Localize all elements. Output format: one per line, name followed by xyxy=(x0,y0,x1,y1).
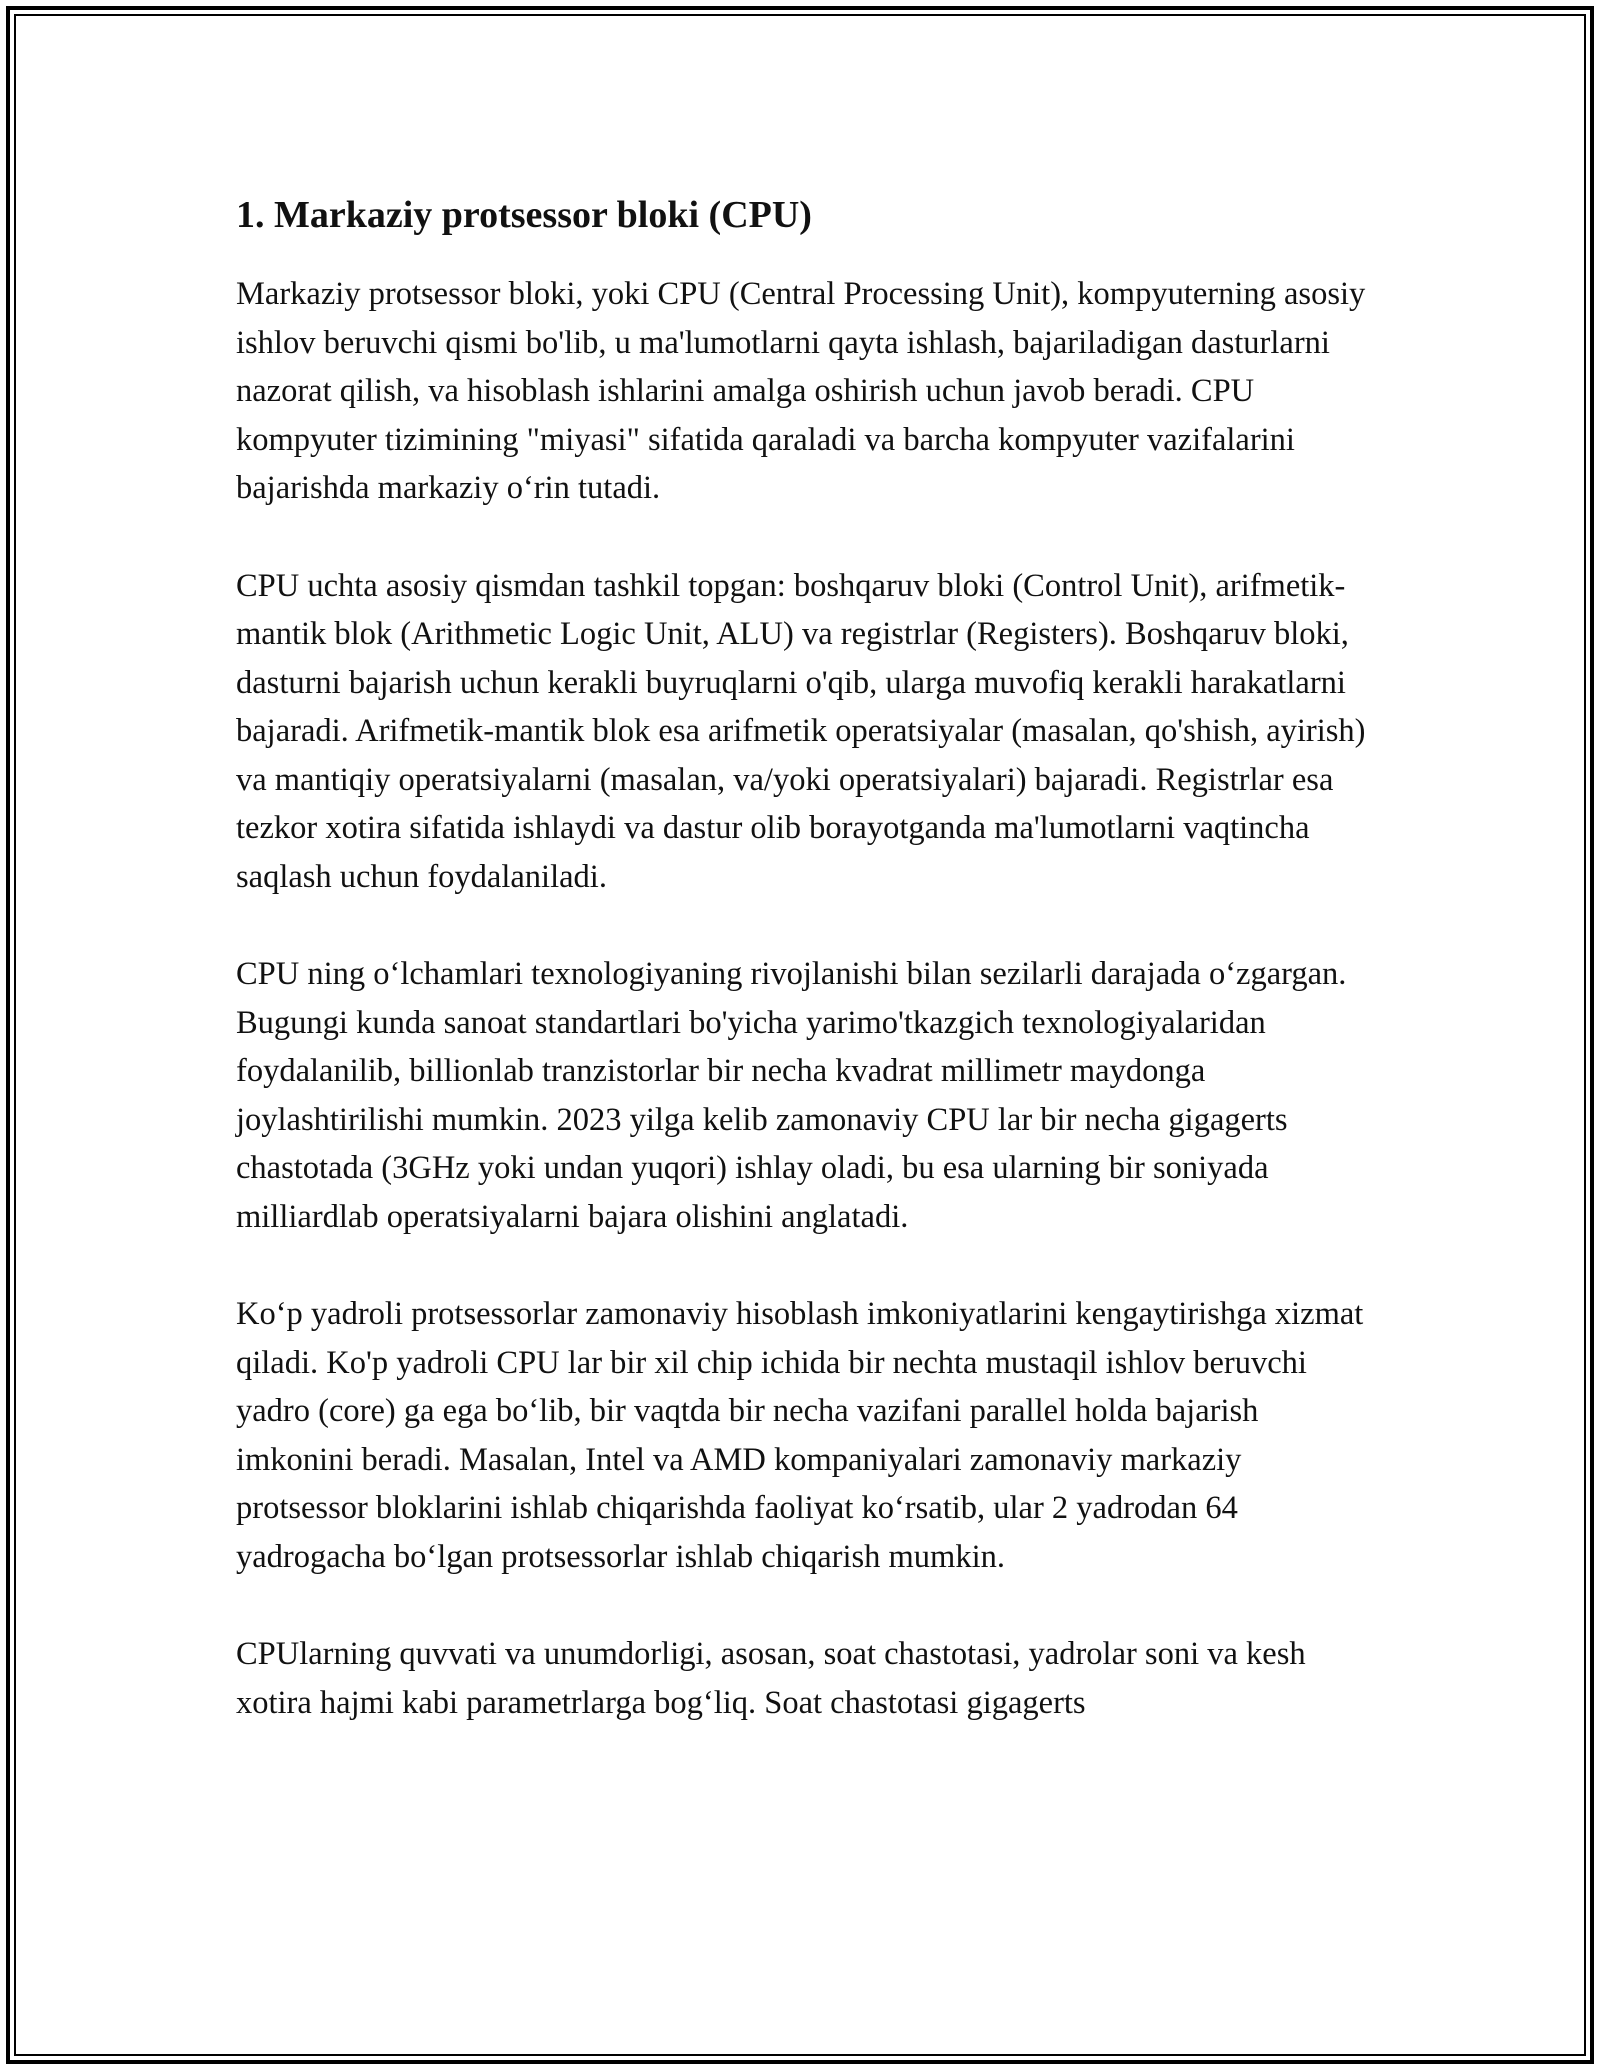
paragraph-cpu-definition: Markaziy protsessor bloki, yoki CPU (Central Processing Unit), kompyuterning asosiy ishlov beruvchi qismi bo'lib, u ma'lumotlarni qayta ishlash, bajariladigan dasturlarni nazorat qilish, va hisoblash ishlarini amalga oshirish uchun javob beradi. CPU kompyuter tizimining "miyasi" sifatida qaraladi va barcha kompyuter vazifalarini bajarishda markaziy o‘rin tutadi. xyxy=(236,276,1366,506)
paragraph-performance: CPUlarning quvvati va unumdorligi, asosan, soat chastotasi, yadrolar soni va kesh xotira hajmi kabi parametrlarga bog‘liq. Soat chastotasi gigagerts xyxy=(236,1636,1306,1721)
paragraph-cpu-components: CPU uchta asosiy qismdan tashkil topgan: boshqaruv bloki (Control Unit), arifmetik-mantik blok (Arithmetic Logic Unit, ALU) va registrlar (Registers). Boshqaruv bloki, dasturni bajarish uchun kerakli buyruqlarni o'qib, ularga muvofiq kerakli harakatlarni bajaradi. Arifmetik-mantik blok esa arifmetik operatsiyalar (masalan, qo'shish, ayirish) va mantiqiy operatsiyalarni (masalan, va/yoki operatsiyalari) bajaradi. Registrlar esa tezkor xotira sifatida ishlaydi va dastur olib borayotganda ma'lumotlarni vaqtincha saqlash uchun foydalaniladi. xyxy=(236,567,1366,895)
document-body xyxy=(236,186,1376,1776)
paragraph-multicore: Ko‘p yadroli protsessorlar zamonaviy hisoblash imkoniyatlarini kengaytirishga xizmat qiladi. Ko'p yadroli CPU lar bir xil chip ichida bir nechta mustaqil ishlov beruvchi yadro (core) ga ega bo‘lib, bir vaqtda bir necha vazifani parallel holda bajarish imkonini beradi. Masalan, Intel va AMD kompaniyalari zamonaviy markaziy protsessor bloklarini ishlab chiqarishda faoliyat ko‘rsatib, ular 2 yadrodan 64 yadrogacha bo‘lgan protsessorlar ishlab chiqarish mumkin. xyxy=(236,1296,1364,1575)
section-heading: 1. Markaziy protsessor bloki (CPU) xyxy=(236,194,812,236)
paragraph-cpu-evolution: CPU ning o‘lchamlari texnologiyaning rivojlanishi bilan sezilarli darajada o‘zgargan. Bugungi kunda sanoat standartlari bo'yicha yarimo'tkazgich texnologiyalaridan foydalanilib, billionlab tranzistorlar bir necha kvadrat millimetr maydonga joylashtirilishi mumkin. 2023 yilga kelib zamonaviy CPU lar bir necha gigagerts chastotada (3GHz yoki undan yuqori) ishlay oladi, bu esa ularning bir soniyada milliardlab operatsiyalarni bajara olishini anglatadi. xyxy=(236,956,1347,1235)
